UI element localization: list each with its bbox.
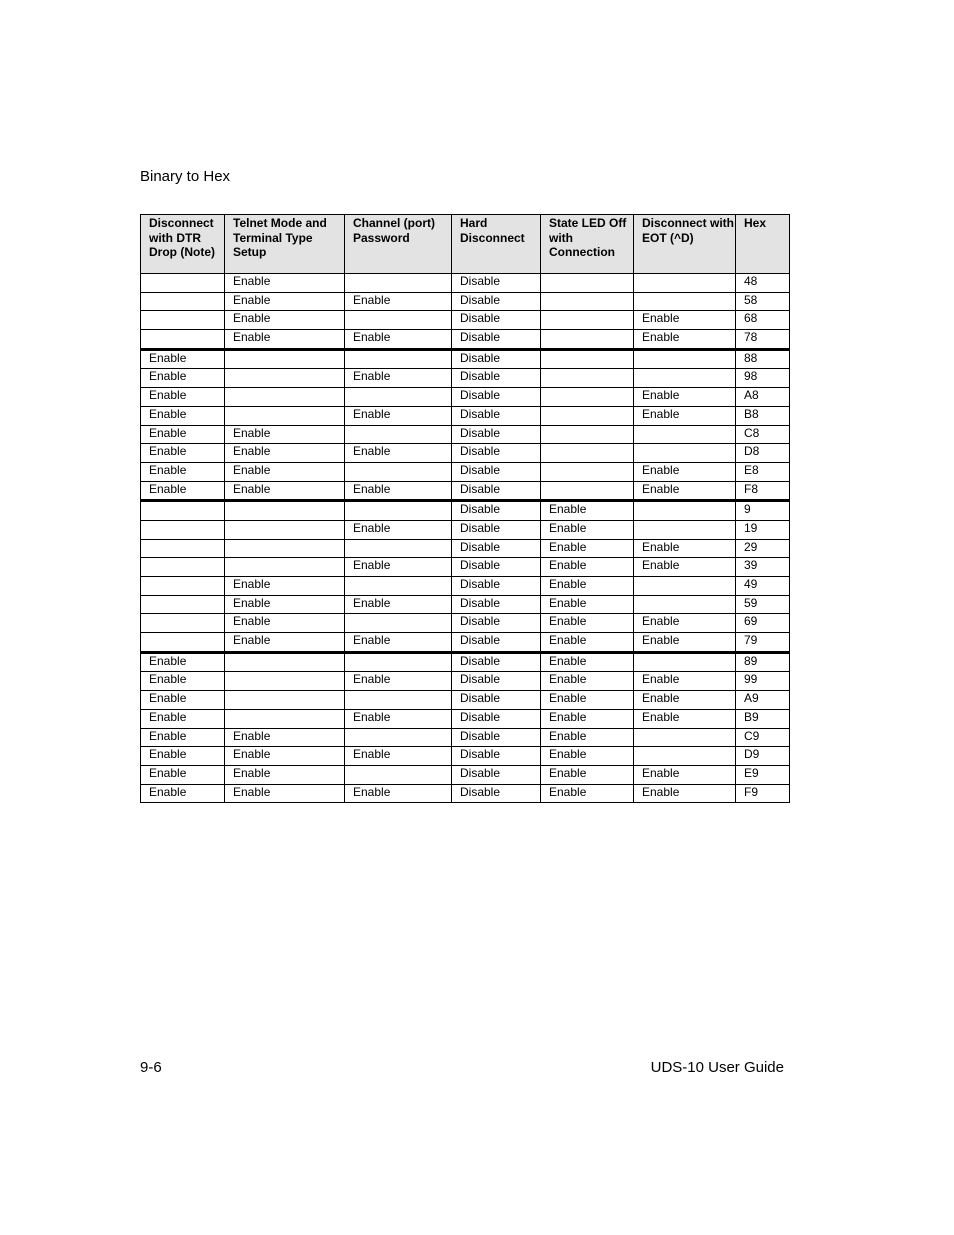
table-cell: Enable [225,481,345,501]
table-cell: Enable [634,691,736,710]
table-cell: Disable [452,388,541,407]
table-cell: Enable [141,709,225,728]
table-cell [345,311,452,330]
table-cell: Enable [634,784,736,803]
table-row [141,425,790,444]
table-cell: Enable [225,728,345,747]
table-cell: Disable [452,633,541,653]
table-cell: Enable [141,406,225,425]
table-cell: Disable [452,728,541,747]
table-cell [345,501,452,521]
table-cell: Enable [541,558,634,577]
table-cell [141,330,225,350]
header-disconnect-dtr: Disconnect with DTR Drop (Note) [141,215,225,274]
table-cell: Enable [225,311,345,330]
table-cell: 49 [736,577,790,596]
table-cell [141,501,225,521]
table-cell [541,292,634,311]
table-cell: F9 [736,784,790,803]
table-cell [541,311,634,330]
table-row [141,747,790,766]
table-cell [345,728,452,747]
table-row [141,274,790,293]
table-cell: Enable [541,691,634,710]
table-cell [345,577,452,596]
table-cell [225,406,345,425]
table-row [141,292,790,311]
table-cell: Enable [345,633,452,653]
table-cell [634,577,736,596]
table-cell: 48 [736,274,790,293]
table-cell: Disable [452,274,541,293]
table-cell: Enable [541,539,634,558]
table-cell [634,425,736,444]
table-cell: Enable [225,292,345,311]
table-cell [345,614,452,633]
header-hard-disconnect: Hard Disconnect [452,215,541,274]
table-cell: A9 [736,691,790,710]
table-cell [634,444,736,463]
table-cell [141,577,225,596]
table-cell: Disable [452,652,541,672]
table-cell [225,388,345,407]
table-cell: Enable [345,444,452,463]
table-body [141,274,790,803]
table-cell: E9 [736,765,790,784]
table-cell: Enable [225,747,345,766]
table-cell: Enable [541,595,634,614]
table-cell [141,633,225,653]
table-cell: Enable [541,672,634,691]
table-cell: Disable [452,747,541,766]
table-cell: Enable [634,330,736,350]
table-cell: Disable [452,425,541,444]
table-cell: Enable [225,425,345,444]
table-cell: Enable [345,747,452,766]
header-state-led: State LED Off with Connection [541,215,634,274]
table-cell: Disable [452,462,541,481]
table-cell: C8 [736,425,790,444]
table-cell: Enable [141,691,225,710]
table-cell: Enable [141,784,225,803]
table-cell: Enable [141,728,225,747]
table-row [141,501,790,521]
table-cell: D9 [736,747,790,766]
guide-title: UDS-10 User Guide [650,1059,784,1076]
table-row [141,765,790,784]
table-cell: Enable [225,765,345,784]
table-cell: 98 [736,369,790,388]
table-cell: Disable [452,501,541,521]
table-cell: B9 [736,709,790,728]
table-row [141,728,790,747]
table-cell [634,501,736,521]
table-cell [541,425,634,444]
table-cell: 58 [736,292,790,311]
table-cell [541,444,634,463]
table-cell: Disable [452,539,541,558]
table-cell: Enable [634,406,736,425]
table-cell: 29 [736,539,790,558]
table-cell: 88 [736,349,790,369]
table-cell: Enable [634,462,736,481]
table-cell: Enable [141,747,225,766]
table-cell [141,595,225,614]
table-cell: Enable [225,577,345,596]
table-cell [634,595,736,614]
table-cell: 99 [736,672,790,691]
table-cell: Disable [452,406,541,425]
table-cell: 9 [736,501,790,521]
table-cell: 69 [736,614,790,633]
table-cell: E8 [736,462,790,481]
table-cell: Disable [452,614,541,633]
table-row [141,691,790,710]
table-cell: Enable [225,633,345,653]
table-cell: Enable [541,652,634,672]
table-cell: Enable [225,614,345,633]
table-cell: Enable [634,388,736,407]
table-cell [634,747,736,766]
table-cell [141,274,225,293]
table-cell: Disable [452,311,541,330]
page-number: 9-6 [140,1059,162,1076]
table-cell: Enable [345,595,452,614]
table-cell: Disable [452,292,541,311]
header-disconnect-eot: Disconnect with EOT (^D) [634,215,736,274]
table-cell: 89 [736,652,790,672]
header-hex: Hex [736,215,790,274]
table-cell: Disable [452,765,541,784]
table-cell [345,274,452,293]
table-cell: Enable [141,349,225,369]
table-cell [541,274,634,293]
table-cell: Disable [452,595,541,614]
table-cell [225,501,345,521]
table-cell [541,330,634,350]
table-row [141,595,790,614]
table-row [141,633,790,653]
table-cell: Enable [345,292,452,311]
table-row [141,614,790,633]
table-cell [541,462,634,481]
table-row [141,349,790,369]
table-cell: Enable [225,595,345,614]
table-cell [541,406,634,425]
table-cell [634,369,736,388]
table-cell: Enable [141,388,225,407]
table-cell: Disable [452,691,541,710]
table-cell [541,349,634,369]
table-cell [225,709,345,728]
table-cell: Enable [225,330,345,350]
table-cell: Enable [541,520,634,539]
table-cell [541,388,634,407]
table-cell: Enable [141,462,225,481]
table-row [141,520,790,539]
table-cell: C9 [736,728,790,747]
table-cell: Enable [541,633,634,653]
table-cell [345,765,452,784]
table-cell [141,558,225,577]
table-cell: Enable [345,369,452,388]
table-cell: Enable [141,672,225,691]
table-cell: Enable [141,652,225,672]
table-cell: Enable [541,784,634,803]
table-cell: Enable [141,444,225,463]
table-cell: Enable [634,311,736,330]
table-cell [634,292,736,311]
table-row [141,330,790,350]
table-cell [345,425,452,444]
table-cell: Enable [541,728,634,747]
table-cell [141,614,225,633]
table-cell: Disable [452,349,541,369]
table-cell: Enable [345,709,452,728]
table-cell [225,652,345,672]
table-cell: Enable [225,444,345,463]
table-cell: Disable [452,444,541,463]
table-row [141,462,790,481]
table-cell [634,274,736,293]
table-cell [225,349,345,369]
table-cell: Enable [141,481,225,501]
table-row [141,388,790,407]
table-cell: Disable [452,784,541,803]
table-cell: D8 [736,444,790,463]
table-cell [634,349,736,369]
table-cell [225,558,345,577]
table-cell: Enable [634,558,736,577]
table-cell: Enable [141,425,225,444]
table-cell [541,481,634,501]
table-cell: Enable [345,558,452,577]
table-cell: 19 [736,520,790,539]
table-cell: Enable [141,369,225,388]
table-cell [225,520,345,539]
table-cell [541,369,634,388]
table-cell: Enable [541,501,634,521]
table-cell: Enable [634,481,736,501]
section-title: Binary to Hex [140,168,231,185]
table-row [141,558,790,577]
table-cell: Enable [541,614,634,633]
table-row [141,369,790,388]
table-cell: 68 [736,311,790,330]
table-cell: Disable [452,577,541,596]
table-row [141,406,790,425]
table-row [141,539,790,558]
table-header-row [141,215,790,274]
table-row [141,784,790,803]
header-telnet-mode: Telnet Mode and Terminal Type Setup [225,215,345,274]
table-cell: Disable [452,672,541,691]
table-cell [225,691,345,710]
table-cell [345,349,452,369]
table-cell [345,539,452,558]
table-cell: Enable [345,481,452,501]
table-cell: 78 [736,330,790,350]
table-cell [141,539,225,558]
table-cell: Enable [225,462,345,481]
table-cell: 79 [736,633,790,653]
table-cell: 39 [736,558,790,577]
table-cell: Enable [541,709,634,728]
table-cell: Enable [634,539,736,558]
table-cell [634,652,736,672]
table-cell [345,652,452,672]
table-cell: Enable [634,709,736,728]
table-row [141,652,790,672]
table-cell: Enable [345,406,452,425]
table-row [141,311,790,330]
table-cell: Enable [345,330,452,350]
table-cell: 59 [736,595,790,614]
table-cell: Enable [225,274,345,293]
table-row [141,481,790,501]
table-cell: Enable [141,765,225,784]
table-cell: A8 [736,388,790,407]
table-cell: Disable [452,520,541,539]
table-cell [225,672,345,691]
table-cell: Enable [634,765,736,784]
table-cell: Enable [345,672,452,691]
table-cell: Enable [634,672,736,691]
table-cell: B8 [736,406,790,425]
table-row [141,444,790,463]
table-cell [634,520,736,539]
table-row [141,709,790,728]
table-row [141,577,790,596]
table-cell: Enable [541,765,634,784]
table-cell [141,520,225,539]
table-cell: F8 [736,481,790,501]
table-cell [225,539,345,558]
table-cell: Enable [541,747,634,766]
table-row [141,672,790,691]
table-cell: Disable [452,330,541,350]
table-cell: Enable [634,633,736,653]
table-cell [141,292,225,311]
header-channel-password: Channel (port) Password [345,215,452,274]
table-cell [345,691,452,710]
binary-to-hex-table [140,214,790,803]
table-cell: Disable [452,558,541,577]
table-cell: Disable [452,369,541,388]
table-cell: Enable [345,784,452,803]
table-cell: Enable [345,520,452,539]
table-cell: Disable [452,481,541,501]
table-cell: Disable [452,709,541,728]
table-cell [345,388,452,407]
table-cell: Enable [541,577,634,596]
table-cell [141,311,225,330]
table-cell: Enable [634,614,736,633]
table-cell [634,728,736,747]
table-cell: Enable [225,784,345,803]
table-cell [345,462,452,481]
table-cell [225,369,345,388]
